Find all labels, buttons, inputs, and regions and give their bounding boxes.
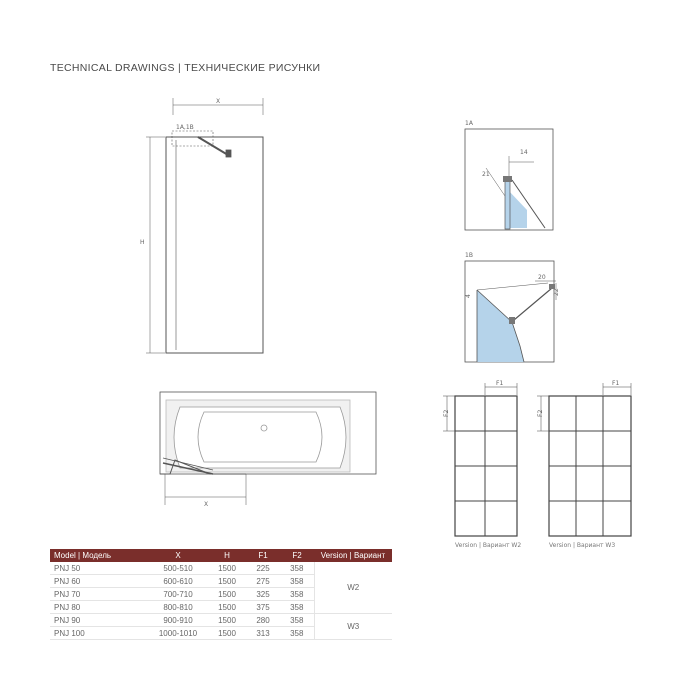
cell-f1: 313 (246, 627, 280, 640)
page-title: TECHNICAL DRAWINGS | ТЕХНИЧЕСКИЕ РИСУНКИ (50, 62, 321, 74)
cell-h: 1500 (208, 562, 246, 575)
detail-1b-dim-side: 22 (553, 288, 560, 296)
cell-f1: 275 (246, 575, 280, 588)
w3-caption: Version | Вариант W3 (549, 542, 616, 549)
cell-model: PNJ 90 (50, 614, 148, 627)
w3-dim-f2: F2 (537, 409, 544, 417)
detail-1b-dim-top: 20 (538, 274, 546, 281)
detail-1a (465, 129, 553, 230)
cell-f1: 280 (246, 614, 280, 627)
cell-x: 500-510 (148, 562, 208, 575)
front-elevation (146, 98, 263, 353)
dim-h-label: H (140, 239, 145, 246)
w3-dim-f1: F1 (612, 380, 620, 387)
cell-f2: 358 (280, 614, 314, 627)
cell-h: 1500 (208, 614, 246, 627)
spec-table (50, 549, 392, 640)
detail-1b-label: 1B (465, 252, 473, 259)
cell-x: 1000-1010 (148, 627, 208, 640)
cell-f2: 358 (280, 588, 314, 601)
cell-h: 1500 (208, 601, 246, 614)
cell-model: PNJ 70 (50, 588, 148, 601)
detail-1a-label: 1A (465, 120, 473, 127)
cell-model: PNJ 80 (50, 601, 148, 614)
w2-dim-f1: F1 (496, 380, 504, 387)
cell-f1: 325 (246, 588, 280, 601)
cell-model: PNJ 60 (50, 575, 148, 588)
cell-model: PNJ 50 (50, 562, 148, 575)
header-x: X (148, 549, 208, 562)
table-row (50, 614, 392, 627)
header-h: H (208, 549, 246, 562)
cell-f2: 358 (280, 601, 314, 614)
dim-x-label: X (216, 98, 221, 105)
cell-x: 700-710 (148, 588, 208, 601)
header-model: Model | Модель (50, 549, 148, 562)
spec-header-row (50, 549, 392, 562)
cell-h: 1500 (208, 588, 246, 601)
cell-x: 900-910 (148, 614, 208, 627)
version-w2-grid (443, 383, 517, 536)
cell-f2: 358 (280, 627, 314, 640)
w2-dim-f2: F2 (443, 409, 450, 417)
header-f2: F2 (280, 549, 314, 562)
cell-h: 1500 (208, 627, 246, 640)
table-row (50, 562, 392, 575)
cell-h: 1500 (208, 575, 246, 588)
w2-caption: Version | Вариант W2 (455, 542, 522, 549)
cell-f2: 358 (280, 562, 314, 575)
cell-x: 600-610 (148, 575, 208, 588)
header-version: Version | Вариант (314, 549, 392, 562)
cell-f2: 358 (280, 575, 314, 588)
cell-version-w3: W3 (314, 614, 392, 640)
cell-x: 800-810 (148, 601, 208, 614)
cell-f1: 225 (246, 562, 280, 575)
detail-ref-label: 1A,1B (176, 124, 194, 131)
version-w3-grid (537, 383, 631, 536)
detail-1a-dim-side: 21 (482, 171, 490, 178)
header-f1: F1 (246, 549, 280, 562)
bath-dim-x-label: X (204, 501, 209, 508)
cell-version-w2: W2 (314, 562, 392, 614)
detail-1a-dim-top: 14 (520, 149, 528, 156)
bath-plan (160, 392, 376, 505)
detail-1b-dim-left: 4 (465, 294, 472, 298)
cell-f1: 375 (246, 601, 280, 614)
cell-model: PNJ 100 (50, 627, 148, 640)
